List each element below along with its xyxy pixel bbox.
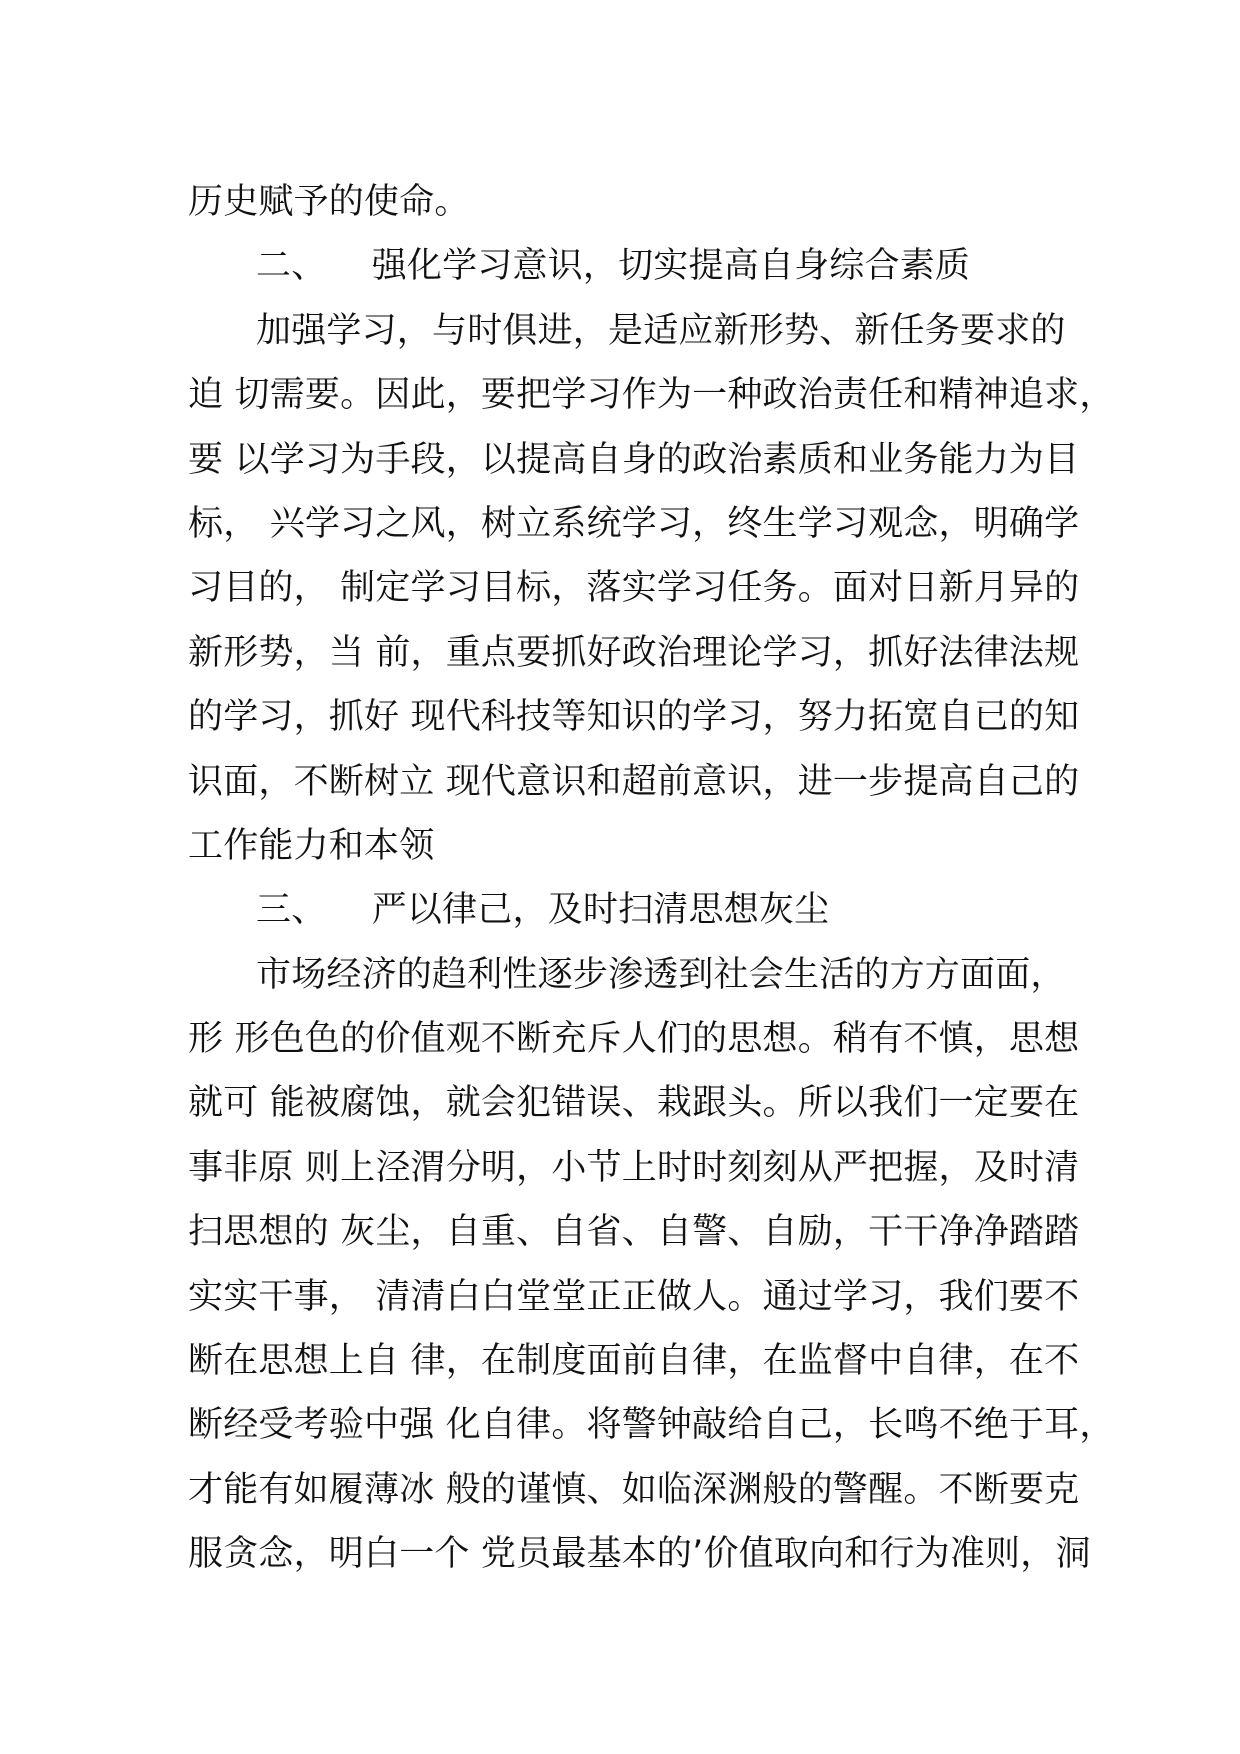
text-line: 服贪念，明白一个 党员最基本的’价值取向和行为准则，洞 — [188, 1534, 1091, 1575]
text-line: 就可 能被腐蚀，就会犯错误、栽跟头。所以我们一定要在 — [188, 1083, 1080, 1124]
text-line: 市场经济的趋利性逐步渗透到社会生活的方方面面， — [256, 954, 1066, 995]
document-body — [188, 170, 1115, 1587]
text-line: 形 形色色的价值观不断充斥人们的思想。稍有不慎，思想 — [188, 1019, 1080, 1060]
text-line: 扫思想的 灰尘，自重、自省、自警、自励，干干净净踏踏 — [188, 1212, 1080, 1253]
text-line: 要 以学习为手段，以提高自身的政治素质和业务能力为目 — [188, 439, 1080, 480]
text-line: 加强学习，与时俱进，是适应新形势、新任务要求的 — [256, 310, 1066, 351]
text-line: 才能有如履薄冰 般的谨慎、如临深渊般的警醒。不断要克 — [188, 1469, 1080, 1510]
text-line: 断经受考验中强 化自律。将警钟敲给自己，长鸣不绝于耳， — [188, 1405, 1115, 1446]
text-line: 工作能力和本领 — [188, 825, 435, 866]
text-line: 习目的， 制定学习目标，落实学习任务。面对日新月异的 — [188, 568, 1080, 609]
text-line: 标， 兴学习之风，树立系统学习，终生学习观念，明确学 — [188, 503, 1080, 544]
section-heading: 三、 严以律己，及时扫清思想灰尘 — [256, 890, 830, 931]
text-line: 实实干事， 清清白白堂堂正正做人。通过学习，我们要不 — [188, 1276, 1080, 1317]
text-line: 识面，不断树立 现代意识和超前意识，进一步提高自己的 — [188, 761, 1080, 802]
text-line: 新形势，当 前，重点要抓好政治理论学习，抓好法律法规 — [188, 632, 1080, 673]
text-line: 的学习，抓好 现代科技等知识的学习，努力拓宽自已的知 — [188, 697, 1080, 738]
text-line: 断在思想上自 律，在制度面前自律，在监督中自律，在不 — [188, 1341, 1080, 1382]
text-line: 事非原 则上泾渭分明，小节上时时刻刻从严把握，及时清 — [188, 1147, 1080, 1188]
text-line: 历史赋予的使命。 — [188, 182, 470, 222]
text-line: 迫 切需要。因此，要把学习作为一种政治责任和精神追求， — [188, 375, 1115, 416]
section-heading: 二、 强化学习意识，切实提高自身综合素质 — [256, 246, 971, 287]
